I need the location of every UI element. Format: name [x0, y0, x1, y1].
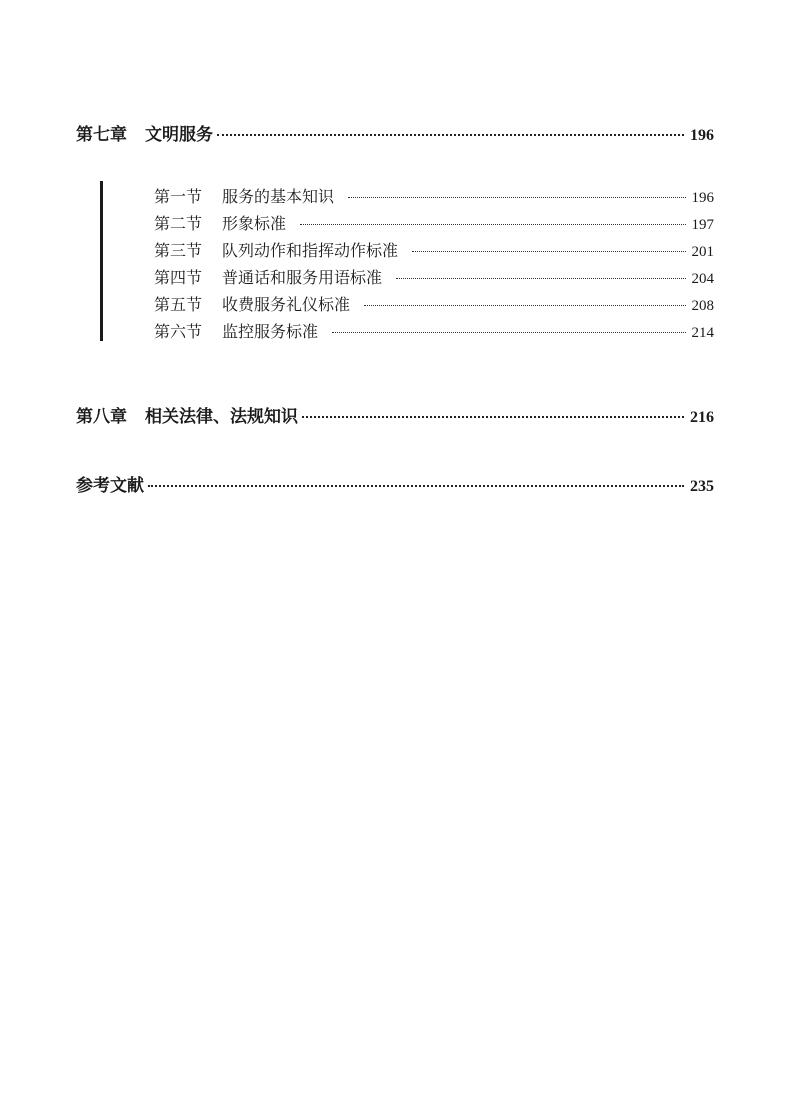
dot-leader: [412, 251, 685, 252]
toc-section-5[interactable]: [154, 292, 714, 315]
chapter-number: 第七章: [76, 125, 127, 145]
section-title: 普通话和服务用语标准: [222, 268, 383, 287]
section-page-number: 196: [691, 190, 714, 206]
section-number: 第四节: [154, 268, 203, 287]
dot-leader: [396, 278, 685, 279]
section-number: 第一节: [154, 187, 203, 206]
toc-section-3[interactable]: [154, 238, 714, 261]
dot-leader: [148, 485, 684, 487]
section-title: 监控服务标准: [222, 322, 319, 341]
dot-leader: [302, 416, 684, 418]
chapter-page-number: 196: [690, 127, 714, 144]
toc-chapter-8[interactable]: [76, 402, 714, 427]
toc-section-2[interactable]: [154, 211, 714, 234]
toc-section-6[interactable]: [154, 319, 714, 342]
toc-section-1[interactable]: [154, 184, 714, 207]
section-page-number: 197: [691, 217, 714, 233]
toc-chapter-7[interactable]: [76, 120, 714, 145]
chapter-page-number: 216: [690, 409, 714, 426]
section-title: 队列动作和指挥动作标准: [222, 241, 399, 260]
references-page-number: 235: [690, 478, 714, 495]
toc-references[interactable]: [76, 471, 714, 496]
section-title: 服务的基本知识: [222, 187, 335, 206]
dot-leader: [300, 224, 685, 225]
dot-leader: [348, 197, 685, 198]
dot-leader: [217, 134, 684, 136]
section-title: 收费服务礼仪标准: [222, 295, 351, 314]
section-page-number: 204: [691, 271, 714, 287]
chapter-number: 第八章: [76, 407, 127, 427]
section-page-number: 214: [691, 325, 714, 341]
section-number: 第六节: [154, 322, 203, 341]
section-number: 第三节: [154, 241, 203, 260]
section-number: 第五节: [154, 295, 203, 314]
chapter-title: 相关法律、法规知识: [145, 407, 298, 427]
section-title: 形象标准: [222, 214, 287, 233]
toc-section-4[interactable]: [154, 265, 714, 288]
section-number: 第二节: [154, 214, 203, 233]
section-page-number: 208: [691, 298, 714, 314]
references-title: 参考文献: [76, 476, 144, 496]
section-bracket-line: [100, 181, 103, 341]
chapter-title: 文明服务: [145, 125, 213, 145]
section-page-number: 201: [691, 244, 714, 260]
dot-leader: [332, 332, 685, 333]
dot-leader: [364, 305, 685, 306]
